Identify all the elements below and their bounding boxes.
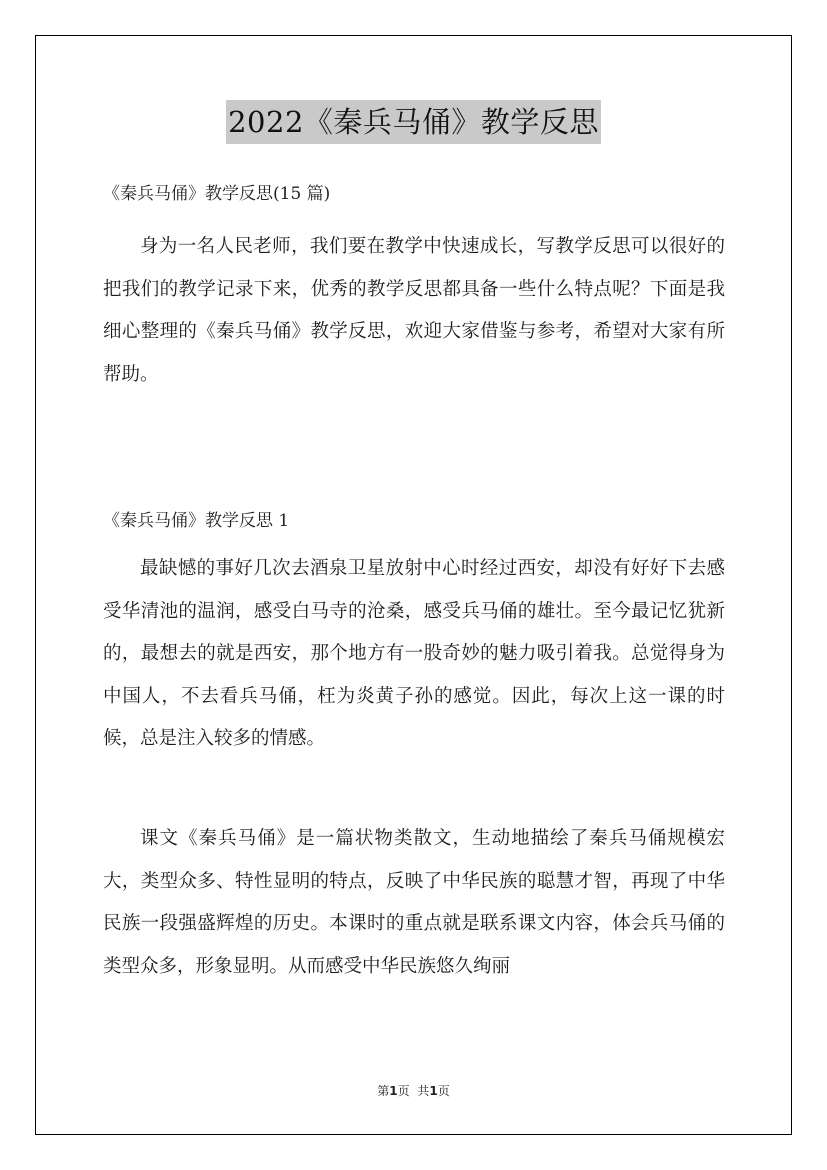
document-subtitle: 《秦兵马俑》教学反思(15 篇): [103, 184, 331, 204]
title-container: [0, 100, 827, 144]
footer-total-unit: 页: [437, 1084, 450, 1098]
section-paragraph: 最缺憾的事好几次去酒泉卫星放射中心时经过西安，却没有好好下去感受华清池的温润，感受白马寺的沧桑，感受兵马俑的雄壮。至今最记忆犹新的，最想去的就是西安，那个地方有一股奇妙的魅力吸引着我。总觉得身为中国人，不去看兵马俑，枉为炎黄子孙的感觉。因此，每次上这一课的时候，总是注入较多的情感。: [103, 558, 725, 750]
footer-page-prefix: 第: [377, 1084, 390, 1098]
section-heading: 《秦兵马俑》教学反思 1: [103, 511, 290, 531]
section-paragraph: 课文《秦兵马俑》是一篇状物类散文，生动地描绘了秦兵马俑规模宏大，类型众多、特性显明的特点，反映了中华民族的聪慧才智，再现了中华民族一段强盛辉煌的历史。本课时的重点就是联系课文内容，体会兵马俑的类型众多，形象显明。从而感受中华民族悠久绚丽: [103, 828, 725, 977]
document-title: 2022《秦兵马俑》教学反思: [226, 100, 601, 144]
intro-paragraph: 身为一名人民老师，我们要在教学中快速成长，写教学反思可以很好的把我们的教学记录下来，优秀的教学反思都具备一些什么特点呢？下面是我细心整理的《秦兵马俑》教学反思，欢迎大家借鉴与参考，希望对大家有所帮助。: [103, 236, 725, 385]
footer-total-prefix: 共: [417, 1084, 430, 1098]
footer-page-number: 1: [389, 1084, 398, 1098]
footer-total-pages: 1: [429, 1084, 438, 1098]
page-footer: [0, 1082, 827, 1099]
footer-page-unit: 页: [397, 1084, 410, 1098]
